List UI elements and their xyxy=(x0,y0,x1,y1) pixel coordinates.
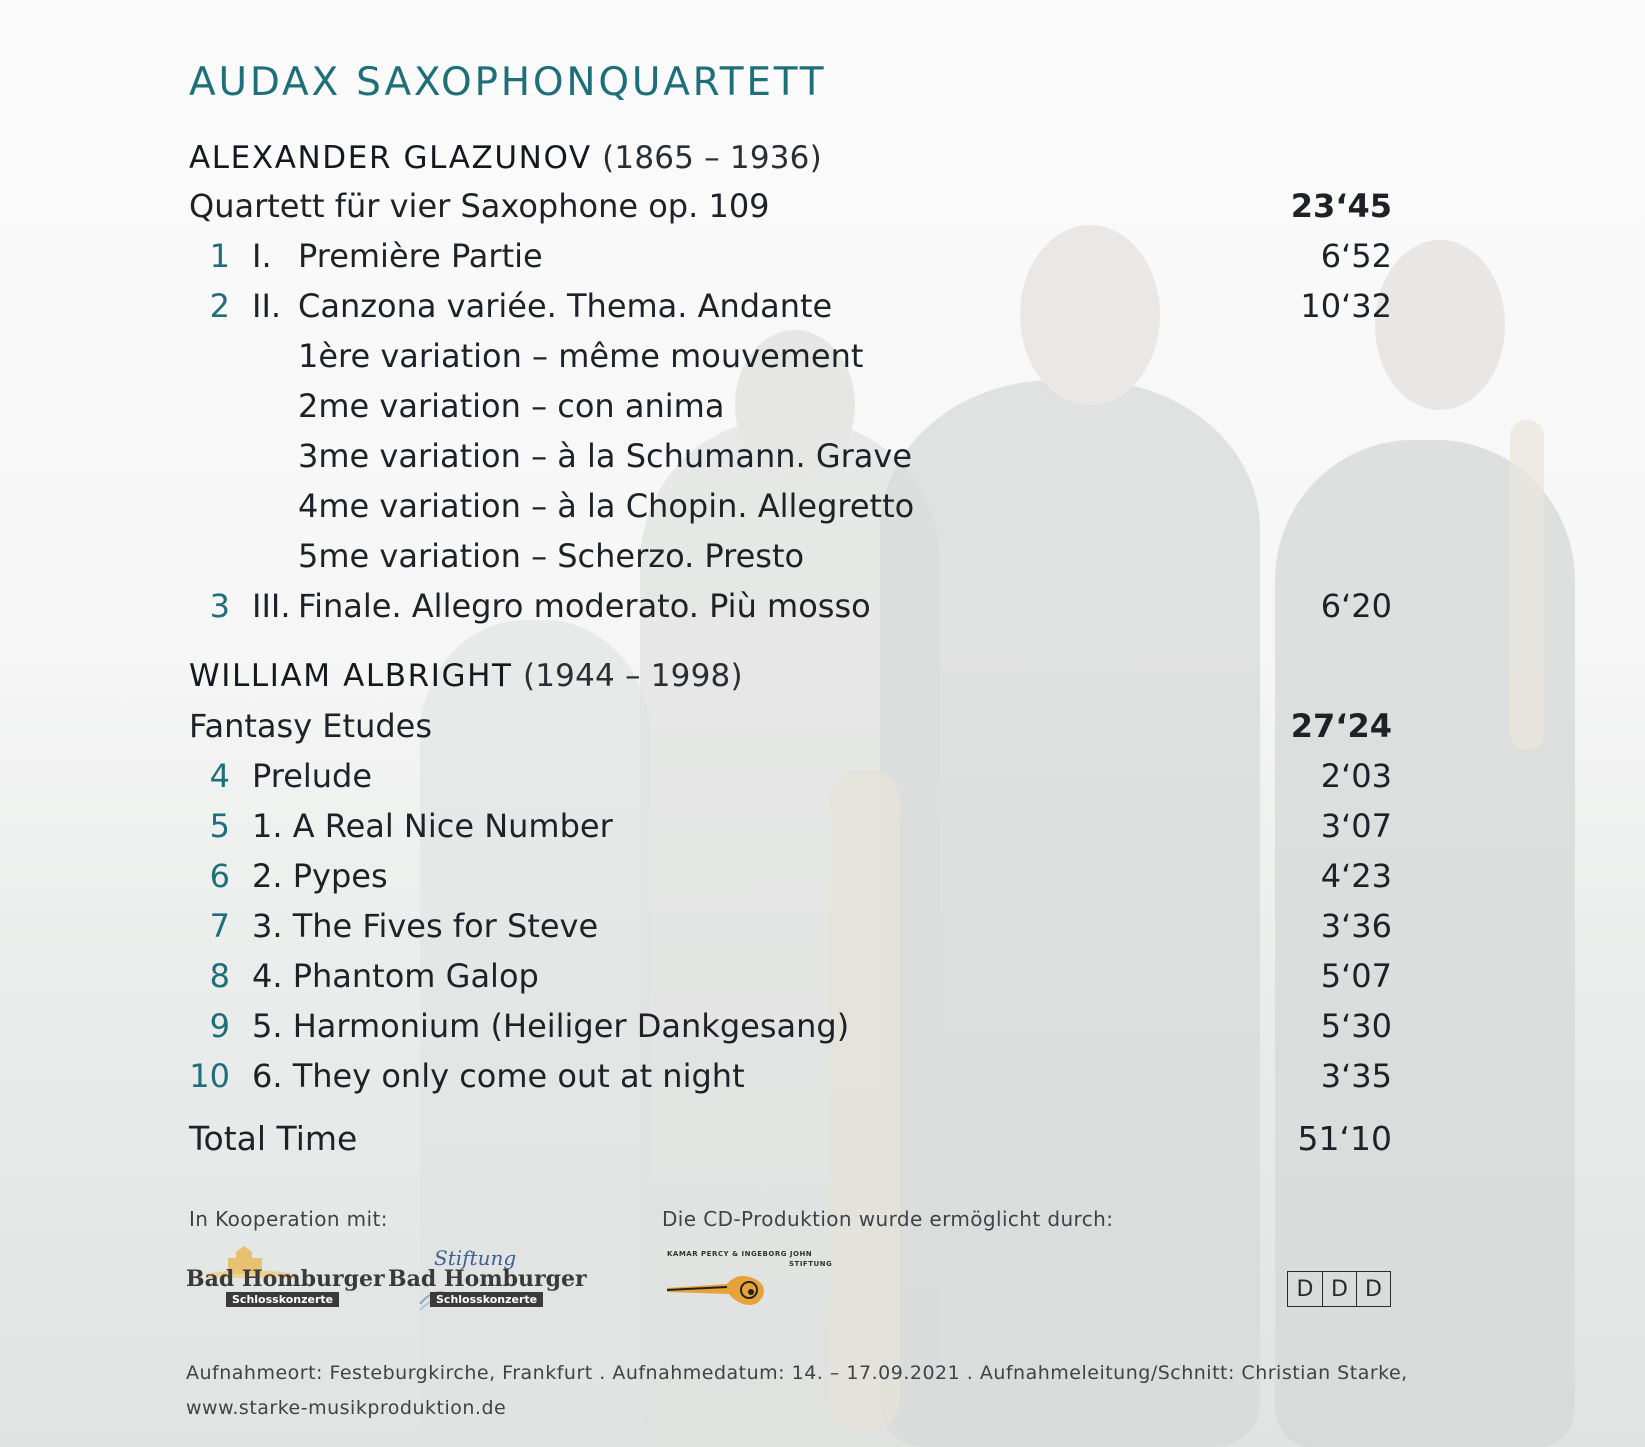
track-number: 4 xyxy=(209,757,230,795)
track-row xyxy=(0,587,1645,631)
variation-row xyxy=(0,337,1645,381)
track-title: Finale. Allegro moderato. Più mosso xyxy=(298,587,871,625)
variation-row xyxy=(0,487,1645,531)
track-title: Première Partie xyxy=(298,237,543,275)
track-duration: 5‘07 xyxy=(1320,957,1392,995)
total-time-duration: 51‘10 xyxy=(1297,1119,1392,1158)
movement-numeral: II. xyxy=(252,287,282,325)
track-number: 10 xyxy=(189,1057,230,1095)
track-row xyxy=(0,1007,1645,1051)
track-title: Canzona variée. Thema. Andante xyxy=(298,287,833,325)
variation-row xyxy=(0,437,1645,481)
composer-years: (1865 – 1936) xyxy=(602,140,822,176)
track-title: 6. They only come out at night xyxy=(252,1057,745,1095)
track-title: 4. Phantom Galop xyxy=(252,957,539,995)
movement-numeral: III. xyxy=(252,587,291,625)
track-number: 1 xyxy=(209,237,230,275)
bad-homburger-schlosskonzerte-logo xyxy=(186,1244,385,1308)
work-duration: 23‘45 xyxy=(1290,187,1392,225)
variation-title: 2me variation – con anima xyxy=(298,387,725,425)
logo-line1: Bad Homburger xyxy=(186,1266,385,1292)
variation-title: 5me variation – Scherzo. Presto xyxy=(298,537,805,575)
track-duration: 2‘03 xyxy=(1320,757,1392,795)
movement-numeral: I. xyxy=(252,237,272,275)
track-duration: 3‘07 xyxy=(1320,807,1392,845)
logo-line2: Schlosskonzerte xyxy=(226,1292,339,1307)
stiftung-bad-homburger-logo xyxy=(388,1246,587,1314)
track-number: 2 xyxy=(209,287,230,325)
logo-line1: Bad Homburger xyxy=(388,1266,587,1292)
ddd-letter: D xyxy=(1296,1276,1314,1302)
track-duration: 10‘32 xyxy=(1300,287,1392,325)
variation-title: 4me variation – à la Chopin. Allegretto xyxy=(298,487,915,525)
track-title: 3. The Fives for Steve xyxy=(252,907,599,945)
composer-years: (1944 – 1998) xyxy=(522,658,743,694)
composer-name: WILLIAM ALBRIGHT xyxy=(189,658,513,694)
composer-name: ALEXANDER GLAZUNOV xyxy=(189,140,592,176)
ddd-letter: D xyxy=(1356,1272,1390,1306)
composer-heading-albright xyxy=(189,658,743,694)
track-row xyxy=(0,807,1645,851)
track-row xyxy=(0,287,1645,331)
track-row xyxy=(0,1057,1645,1101)
track-number: 5 xyxy=(209,807,230,845)
cooperation-label: In Kooperation mit: xyxy=(189,1207,388,1231)
ddd-recording-code xyxy=(1287,1271,1391,1307)
track-row xyxy=(0,237,1645,281)
track-number: 3 xyxy=(209,587,230,625)
track-number: 7 xyxy=(209,907,230,945)
credits-line-2: www.starke-musikproduktion.de xyxy=(186,1397,507,1419)
variation-title: 1ère variation – même mouvement xyxy=(298,337,864,375)
logo-line1: KAMAR PERCY & INGEBORG JOHN xyxy=(667,1250,813,1258)
work-title: Fantasy Etudes xyxy=(189,707,433,745)
track-row xyxy=(0,857,1645,901)
total-time-label: Total Time xyxy=(189,1119,358,1158)
logo-line2: STIFTUNG xyxy=(789,1260,833,1268)
track-duration: 6‘52 xyxy=(1320,237,1392,275)
track-duration: 4‘23 xyxy=(1320,857,1392,895)
track-title: 5. Harmonium (Heiliger Dankgesang) xyxy=(252,1007,850,1045)
percy-john-stiftung-logo xyxy=(667,1250,833,1310)
track-number: 9 xyxy=(209,1007,230,1045)
variation-title: 3me variation – à la Schumann. Grave xyxy=(298,437,913,475)
track-row xyxy=(0,957,1645,1001)
logo-script: Stiftung xyxy=(434,1246,517,1270)
track-title: Prelude xyxy=(252,757,373,795)
variation-row xyxy=(0,387,1645,431)
track-duration: 3‘35 xyxy=(1320,1057,1392,1095)
sponsor-label: Die CD-Produktion wurde ermöglicht durch: xyxy=(662,1207,1114,1231)
track-title: 1. A Real Nice Number xyxy=(252,807,613,845)
ddd-letter: D xyxy=(1322,1272,1356,1306)
track-title: 2. Pypes xyxy=(252,857,388,895)
work-row-albright xyxy=(0,707,1645,751)
track-duration: 3‘36 xyxy=(1320,907,1392,945)
work-row-glazunov xyxy=(0,187,1645,231)
track-number: 8 xyxy=(209,957,230,995)
track-duration: 6‘20 xyxy=(1320,587,1392,625)
work-title: Quartett für vier Saxophone op. 109 xyxy=(189,187,770,225)
track-row xyxy=(0,907,1645,951)
variation-row xyxy=(0,537,1645,581)
violin-scroll-icon xyxy=(667,1268,777,1310)
track-duration: 5‘30 xyxy=(1320,1007,1392,1045)
logo-line2: Schlosskonzerte xyxy=(430,1292,543,1307)
ensemble-title: AUDAX SAXOPHONQUARTETT xyxy=(189,60,827,105)
track-number: 6 xyxy=(209,857,230,895)
track-row xyxy=(0,757,1645,801)
composer-heading-glazunov xyxy=(189,140,822,176)
recording-credits xyxy=(186,1356,1506,1426)
credits-line-1: Aufnahmeort: Festeburgkirche, Frankfurt . Aufnahmedatum: 14. – 17.09.2021 . Aufnahmeleitung/Schnitt: Christian Starke, xyxy=(186,1362,1408,1384)
work-duration: 27‘24 xyxy=(1290,707,1392,745)
